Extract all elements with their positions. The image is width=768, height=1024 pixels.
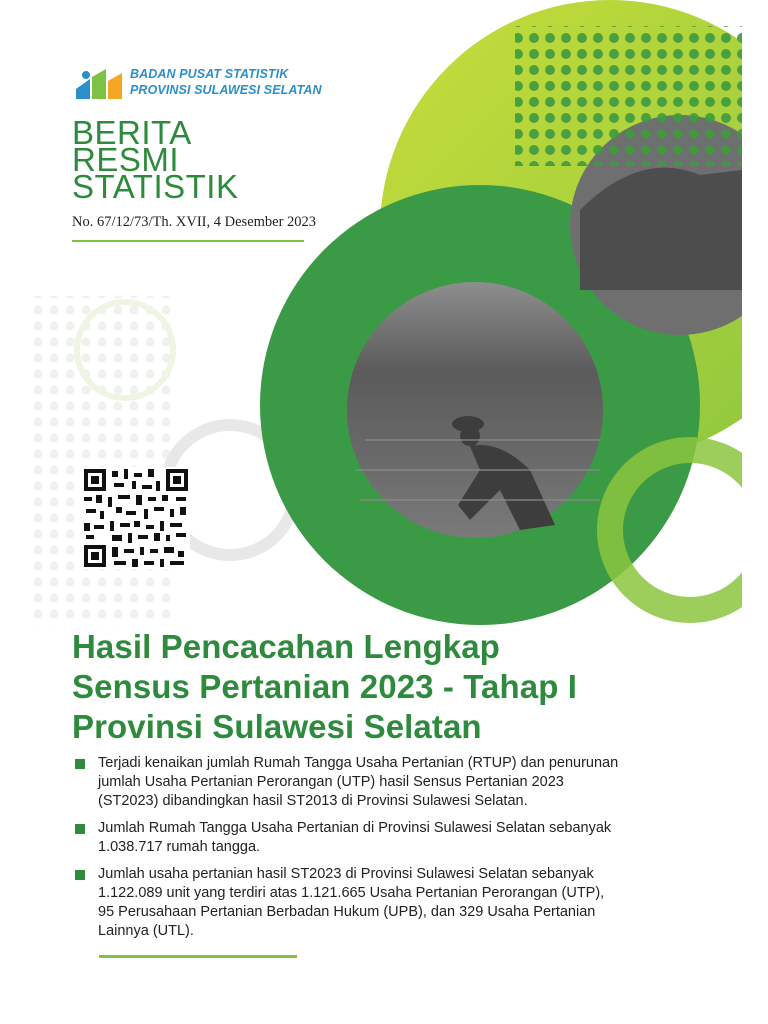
green-dots-top <box>515 26 745 166</box>
bullet-2-line-1: Jumlah Rumah Tangga Usaha Pertanian di Provinsi Sulawesi Selatan sebanyak <box>98 820 612 836</box>
bullet-2-line-2: 1.038.717 rumah tangga. <box>98 839 261 855</box>
list-item <box>72 819 692 857</box>
divider-bottom <box>99 955 297 958</box>
brs-line-2: RESMI <box>72 141 180 178</box>
bps-logo-icon <box>72 65 124 105</box>
title-line-1: Hasil Pencacahan Lengkap <box>72 628 500 665</box>
qr-code-icon[interactable] <box>82 467 190 569</box>
main-title <box>72 627 752 747</box>
bullet-1-line-1: Terjadi kenaikan jumlah Rumah Tangga Usaha Pertanian (RTUP) dan penurunan <box>98 755 619 771</box>
agency-name <box>130 66 322 98</box>
bullet-3-line-1: Jumlah usaha pertanian hasil ST2023 di Provinsi Sulawesi Selatan sebanyak <box>98 866 594 882</box>
brs-line-3: STATISTIK <box>72 168 239 205</box>
title-line-3: Provinsi Sulawesi Selatan <box>72 708 482 745</box>
brs-line-1: BERITA <box>72 114 192 151</box>
pale-dots-left <box>34 296 174 626</box>
title-line-2: Sensus Pertanian 2023 - Tahap I <box>72 668 578 705</box>
highlights-list <box>72 754 692 949</box>
bullet-3-line-3: 95 Perusahaan Pertanian Berbadan Hukum (UPB), dan 329 Usaha Pertanian <box>98 904 596 920</box>
bullet-1-line-2: jumlah Usaha Pertanian Perorangan (UTP) hasil Sensus Pertanian 2023 <box>98 774 564 790</box>
agency-line-1: BADAN PUSAT STATISTIK <box>130 67 289 81</box>
divider-top <box>72 240 304 242</box>
bullet-3-line-4: Lainnya (UTL). <box>98 923 194 939</box>
list-item <box>72 865 692 941</box>
square-bullet-icon <box>75 870 85 880</box>
agency-line-2: PROVINSI SULAWESI SELATAN <box>130 83 322 97</box>
square-bullet-icon <box>75 759 85 769</box>
publication-number: No. 67/12/73/Th. XVII, 4 Desember 2023 <box>72 214 317 230</box>
square-bullet-icon <box>75 824 85 834</box>
publication-type <box>72 114 239 205</box>
bullet-1-line-3: (ST2023) dibandingkan hasil ST2013 di Provinsi Sulawesi Selatan. <box>98 793 528 809</box>
list-item <box>72 754 692 811</box>
bullet-3-line-2: 1.122.089 unit yang terdiri atas 1.121.665 Usaha Pertanian Perorangan (UTP), <box>98 885 605 901</box>
